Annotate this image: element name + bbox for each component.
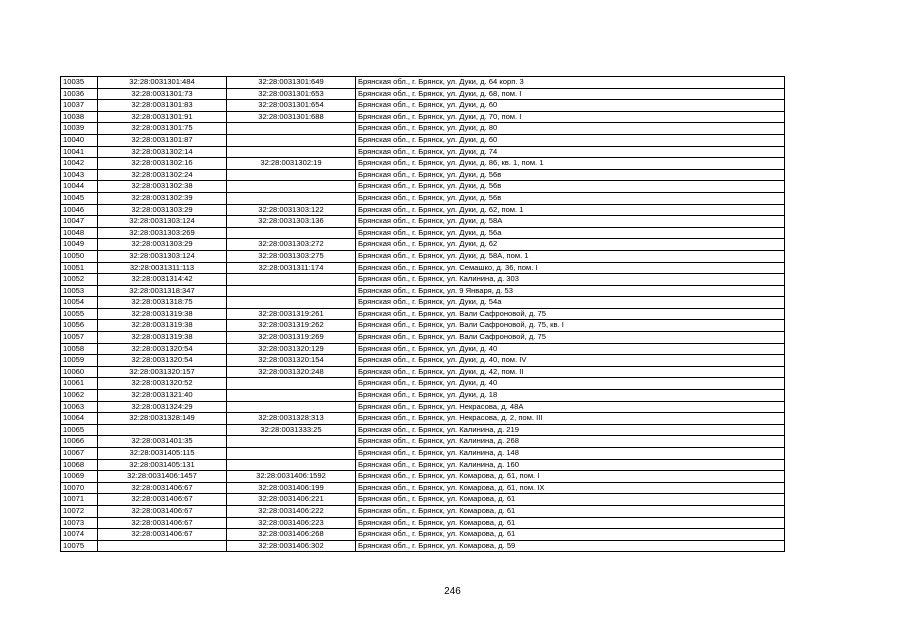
object-cadastral-number-cell: 32:28:0031320:248 — [227, 366, 356, 378]
address-cell: Брянская обл., г. Брянск, ул. Дуки, д. 56в — [356, 181, 785, 193]
address-cell: Брянская обл., г. Брянск, ул. Дуки, д. 58А, пом. 1 — [356, 250, 785, 262]
cadastral-number-cell: 32:28:0031320:54 — [98, 343, 227, 355]
table-row — [61, 239, 785, 251]
address-cell: Брянская обл., г. Брянск, ул. Дуки, д. 58А — [356, 216, 785, 228]
table-row — [61, 192, 785, 204]
row-number-cell: 10054 — [61, 297, 98, 309]
cadastral-number-cell: 32:28:0031406:67 — [98, 517, 227, 529]
row-number-cell: 10073 — [61, 517, 98, 529]
object-cadastral-number-cell — [227, 146, 356, 158]
object-cadastral-number-cell — [227, 297, 356, 309]
address-cell: Брянская обл., г. Брянск, ул. Калинина, д. 148 — [356, 448, 785, 460]
object-cadastral-number-cell: 32:28:0031406:1592 — [227, 471, 356, 483]
cadastral-number-cell: 32:28:0031406:1457 — [98, 471, 227, 483]
object-cadastral-number-cell — [227, 274, 356, 286]
cadastral-number-cell: 32:28:0031302:38 — [98, 181, 227, 193]
row-number-cell: 10062 — [61, 390, 98, 402]
table-row — [61, 494, 785, 506]
row-number-cell: 10059 — [61, 355, 98, 367]
cadastral-number-cell: 32:28:0031406:67 — [98, 482, 227, 494]
object-cadastral-number-cell: 32:28:0031406:302 — [227, 540, 356, 552]
object-cadastral-number-cell: 32:28:0031301:649 — [227, 77, 356, 89]
table-row — [61, 100, 785, 112]
row-number-cell: 10058 — [61, 343, 98, 355]
cadastral-number-cell: 32:28:0031401:35 — [98, 436, 227, 448]
address-cell: Брянская обл., г. Брянск, ул. Дуки, д. 70, пом. I — [356, 111, 785, 123]
cadastral-number-cell: 32:28:0031320:54 — [98, 355, 227, 367]
row-number-cell: 10040 — [61, 134, 98, 146]
table-row — [61, 517, 785, 529]
address-cell: Брянская обл., г. Брянск, ул. Дуки, д. 74 — [356, 146, 785, 158]
row-number-cell: 10041 — [61, 146, 98, 158]
cadastral-number-cell: 32:28:0031406:67 — [98, 529, 227, 541]
row-number-cell: 10060 — [61, 366, 98, 378]
row-number-cell: 10057 — [61, 332, 98, 344]
address-cell: Брянская обл., г. Брянск, ул. Дуки, д. 86, кв. 1, пом. 1 — [356, 158, 785, 170]
address-cell: Брянская обл., г. Брянск, ул. Комарова, д. 59 — [356, 540, 785, 552]
row-number-cell: 10056 — [61, 320, 98, 332]
cadastral-number-cell: 32:28:0031301:484 — [98, 77, 227, 89]
cadastral-number-cell: 32:28:0031314:42 — [98, 274, 227, 286]
table-row — [61, 227, 785, 239]
address-cell: Брянская обл., г. Брянск, ул. Дуки, д. 40 — [356, 343, 785, 355]
table-row — [61, 250, 785, 262]
row-number-cell: 10039 — [61, 123, 98, 135]
address-cell: Брянская обл., г. Брянск, ул. Дуки, д. 40, пом. IV — [356, 355, 785, 367]
row-number-cell: 10064 — [61, 413, 98, 425]
object-cadastral-number-cell — [227, 285, 356, 297]
table-row — [61, 529, 785, 541]
row-number-cell: 10066 — [61, 436, 98, 448]
table-row — [61, 424, 785, 436]
table-row — [61, 297, 785, 309]
cadastral-number-cell: 32:28:0031301:83 — [98, 100, 227, 112]
address-cell: Брянская обл., г. Брянск, ул. Дуки, д. 62 — [356, 239, 785, 251]
object-cadastral-number-cell: 32:28:0031406:223 — [227, 517, 356, 529]
address-cell: Брянская обл., г. Брянск, ул. Комарова, д. 61 — [356, 529, 785, 541]
object-cadastral-number-cell — [227, 227, 356, 239]
object-cadastral-number-cell: 32:28:0031303:122 — [227, 204, 356, 216]
object-cadastral-number-cell: 32:28:0031301:653 — [227, 88, 356, 100]
address-cell: Брянская обл., г. Брянск, ул. Дуки, д. 64 корп. 3 — [356, 77, 785, 89]
table-row — [61, 77, 785, 89]
address-cell: Брянская обл., г. Брянск, ул. Дуки, д. 18 — [356, 390, 785, 402]
table-row — [61, 505, 785, 517]
row-number-cell: 10035 — [61, 77, 98, 89]
row-number-cell: 10068 — [61, 459, 98, 471]
cadastral-number-cell: 32:28:0031301:73 — [98, 88, 227, 100]
table-row — [61, 123, 785, 135]
object-cadastral-number-cell — [227, 181, 356, 193]
address-cell: Брянская обл., г. Брянск, ул. Дуки, д. 54а — [356, 297, 785, 309]
row-number-cell: 10043 — [61, 169, 98, 181]
table-row — [61, 262, 785, 274]
address-cell: Брянская обл., г. Брянск, ул. Комарова, д. 61 — [356, 494, 785, 506]
object-cadastral-number-cell: 32:28:0031301:688 — [227, 111, 356, 123]
table-row — [61, 169, 785, 181]
object-cadastral-number-cell: 32:28:0031303:136 — [227, 216, 356, 228]
cadastral-number-cell: 32:28:0031301:87 — [98, 134, 227, 146]
cadastral-number-cell: 32:28:0031405:115 — [98, 448, 227, 460]
table-row — [61, 285, 785, 297]
object-cadastral-number-cell — [227, 390, 356, 402]
row-number-cell: 10063 — [61, 401, 98, 413]
cadastral-number-cell: 32:28:0031302:14 — [98, 146, 227, 158]
table-row — [61, 320, 785, 332]
object-cadastral-number-cell: 32:28:0031406:221 — [227, 494, 356, 506]
table-row — [61, 448, 785, 460]
row-number-cell: 10042 — [61, 158, 98, 170]
table-row — [61, 413, 785, 425]
object-cadastral-number-cell: 32:28:0031320:129 — [227, 343, 356, 355]
address-cell: Брянская обл., г. Брянск, ул. Дуки, д. 60 — [356, 100, 785, 112]
table-row — [61, 540, 785, 552]
table-row — [61, 366, 785, 378]
address-cell: Брянская обл., г. Брянск, ул. Комарова, д. 61, пом. I — [356, 471, 785, 483]
address-cell: Брянская обл., г. Брянск, ул. Калинина, д. 303 — [356, 274, 785, 286]
address-cell: Брянская обл., г. Брянск, ул. Дуки, д. 40 — [356, 378, 785, 390]
address-cell: Брянская обл., г. Брянск, ул. Калинина, д. 219 — [356, 424, 785, 436]
object-cadastral-number-cell — [227, 134, 356, 146]
cadastral-number-cell: 32:28:0031324:29 — [98, 401, 227, 413]
row-number-cell: 10046 — [61, 204, 98, 216]
object-cadastral-number-cell: 32:28:0031406:222 — [227, 505, 356, 517]
object-cadastral-number-cell: 32:28:0031302:19 — [227, 158, 356, 170]
cadastral-number-cell: 32:28:0031301:91 — [98, 111, 227, 123]
table-row — [61, 146, 785, 158]
address-cell: Брянская обл., г. Брянск, ул. Калинина, д. 160 — [356, 459, 785, 471]
row-number-cell: 10047 — [61, 216, 98, 228]
address-cell: Брянская обл., г. Брянск, ул. Вали Сафроновой, д. 75 — [356, 332, 785, 344]
object-cadastral-number-cell — [227, 169, 356, 181]
row-number-cell: 10067 — [61, 448, 98, 460]
table-row — [61, 355, 785, 367]
table-row — [61, 111, 785, 123]
object-cadastral-number-cell: 32:28:0031320:154 — [227, 355, 356, 367]
row-number-cell: 10036 — [61, 88, 98, 100]
address-cell: Брянская обл., г. Брянск, ул. Семашко, д. 36, пом. I — [356, 262, 785, 274]
object-cadastral-number-cell — [227, 448, 356, 460]
address-cell: Брянская обл., г. Брянск, ул. 9 Января, д. 53 — [356, 285, 785, 297]
table-row — [61, 308, 785, 320]
cadastral-number-cell: 32:28:0031302:24 — [98, 169, 227, 181]
row-number-cell: 10051 — [61, 262, 98, 274]
object-cadastral-number-cell: 32:28:0031301:654 — [227, 100, 356, 112]
object-cadastral-number-cell — [227, 378, 356, 390]
row-number-cell: 10071 — [61, 494, 98, 506]
object-cadastral-number-cell: 32:28:0031406:199 — [227, 482, 356, 494]
table-row — [61, 181, 785, 193]
object-cadastral-number-cell — [227, 436, 356, 448]
cadastral-number-cell: 32:28:0031320:157 — [98, 366, 227, 378]
table-row — [61, 134, 785, 146]
cadastral-number-cell — [98, 540, 227, 552]
cadastral-number-cell: 32:28:0031319:38 — [98, 308, 227, 320]
address-cell: Брянская обл., г. Брянск, ул. Дуки, д. 68, пом. I — [356, 88, 785, 100]
object-cadastral-number-cell — [227, 192, 356, 204]
cadastral-number-cell: 32:28:0031405:131 — [98, 459, 227, 471]
cadastral-number-cell: 32:28:0031302:16 — [98, 158, 227, 170]
row-number-cell: 10049 — [61, 239, 98, 251]
registry-table-body — [61, 77, 785, 552]
object-cadastral-number-cell: 32:28:0031303:275 — [227, 250, 356, 262]
address-cell: Брянская обл., г. Брянск, ул. Комарова, д. 61 — [356, 505, 785, 517]
row-number-cell: 10065 — [61, 424, 98, 436]
address-cell: Брянская обл., г. Брянск, ул. Дуки, д. 56в — [356, 169, 785, 181]
cadastral-number-cell — [98, 424, 227, 436]
address-cell: Брянская обл., г. Брянск, ул. Дуки, д. 60 — [356, 134, 785, 146]
row-number-cell: 10074 — [61, 529, 98, 541]
address-cell: Брянская обл., г. Брянск, ул. Комарова, д. 61 — [356, 517, 785, 529]
row-number-cell: 10048 — [61, 227, 98, 239]
cadastral-number-cell: 32:28:0031303:124 — [98, 216, 227, 228]
row-number-cell: 10044 — [61, 181, 98, 193]
row-number-cell: 10038 — [61, 111, 98, 123]
table-row — [61, 482, 785, 494]
cadastral-number-cell: 32:28:0031303:269 — [98, 227, 227, 239]
cadastral-number-cell: 32:28:0031406:67 — [98, 494, 227, 506]
page-number: 246 — [444, 586, 461, 597]
table-row — [61, 343, 785, 355]
table-row — [61, 471, 785, 483]
object-cadastral-number-cell: 32:28:0031406:268 — [227, 529, 356, 541]
cadastral-number-cell: 32:28:0031318:347 — [98, 285, 227, 297]
row-number-cell: 10061 — [61, 378, 98, 390]
row-number-cell: 10037 — [61, 100, 98, 112]
row-number-cell: 10045 — [61, 192, 98, 204]
row-number-cell: 10055 — [61, 308, 98, 320]
cadastral-number-cell: 32:28:0031303:124 — [98, 250, 227, 262]
address-cell: Брянская обл., г. Брянск, ул. Некрасова, д. 2, пом. III — [356, 413, 785, 425]
address-cell: Брянская обл., г. Брянск, ул. Вали Сафроновой, д. 75 — [356, 308, 785, 320]
table-row — [61, 459, 785, 471]
cadastral-number-cell: 32:28:0031319:38 — [98, 320, 227, 332]
row-number-cell: 10053 — [61, 285, 98, 297]
cadastral-number-cell: 32:28:0031318:75 — [98, 297, 227, 309]
cadastral-number-cell: 32:28:0031303:29 — [98, 239, 227, 251]
address-cell: Брянская обл., г. Брянск, ул. Комарова, д. 61, пом. IX — [356, 482, 785, 494]
address-cell: Брянская обл., г. Брянск, ул. Дуки, д. 56в — [356, 192, 785, 204]
table-row — [61, 390, 785, 402]
object-cadastral-number-cell: 32:28:0031319:269 — [227, 332, 356, 344]
object-cadastral-number-cell — [227, 401, 356, 413]
table-row — [61, 332, 785, 344]
address-cell: Брянская обл., г. Брянск, ул. Калинина, д. 268 — [356, 436, 785, 448]
object-cadastral-number-cell — [227, 459, 356, 471]
address-cell: Брянская обл., г. Брянск, ул. Некрасова, д. 48А — [356, 401, 785, 413]
table-row — [61, 204, 785, 216]
address-cell: Брянская обл., г. Брянск, ул. Дуки, д. 56а — [356, 227, 785, 239]
table-row — [61, 216, 785, 228]
cadastral-number-cell: 32:28:0031301:75 — [98, 123, 227, 135]
object-cadastral-number-cell: 32:28:0031303:272 — [227, 239, 356, 251]
cadastral-number-cell: 32:28:0031303:29 — [98, 204, 227, 216]
object-cadastral-number-cell: 32:28:0031319:261 — [227, 308, 356, 320]
cadastral-number-cell: 32:28:0031321:40 — [98, 390, 227, 402]
row-number-cell: 10069 — [61, 471, 98, 483]
table-row — [61, 88, 785, 100]
row-number-cell: 10075 — [61, 540, 98, 552]
address-cell: Брянская обл., г. Брянск, ул. Вали Сафроновой, д. 75, кв. I — [356, 320, 785, 332]
cadastral-number-cell: 32:28:0031319:38 — [98, 332, 227, 344]
table-row — [61, 401, 785, 413]
object-cadastral-number-cell: 32:28:0031328:313 — [227, 413, 356, 425]
address-cell: Брянская обл., г. Брянск, ул. Дуки, д. 42, пом. II — [356, 366, 785, 378]
cadastral-number-cell: 32:28:0031406:67 — [98, 505, 227, 517]
cadastral-number-cell: 32:28:0031328:149 — [98, 413, 227, 425]
cadastral-number-cell: 32:28:0031311:113 — [98, 262, 227, 274]
object-cadastral-number-cell: 32:28:0031333:25 — [227, 424, 356, 436]
row-number-cell: 10050 — [61, 250, 98, 262]
cadastral-number-cell: 32:28:0031302:39 — [98, 192, 227, 204]
table-row — [61, 378, 785, 390]
table-row — [61, 274, 785, 286]
object-cadastral-number-cell: 32:28:0031311:174 — [227, 262, 356, 274]
object-cadastral-number-cell: 32:28:0031319:262 — [227, 320, 356, 332]
table-row — [61, 158, 785, 170]
row-number-cell: 10072 — [61, 505, 98, 517]
row-number-cell: 10070 — [61, 482, 98, 494]
address-cell: Брянская обл., г. Брянск, ул. Дуки, д. 80 — [356, 123, 785, 135]
registry-table — [60, 76, 785, 552]
object-cadastral-number-cell — [227, 123, 356, 135]
address-cell: Брянская обл., г. Брянск, ул. Дуки, д. 62, пом. 1 — [356, 204, 785, 216]
row-number-cell: 10052 — [61, 274, 98, 286]
table-row — [61, 436, 785, 448]
cadastral-number-cell: 32:28:0031320:52 — [98, 378, 227, 390]
